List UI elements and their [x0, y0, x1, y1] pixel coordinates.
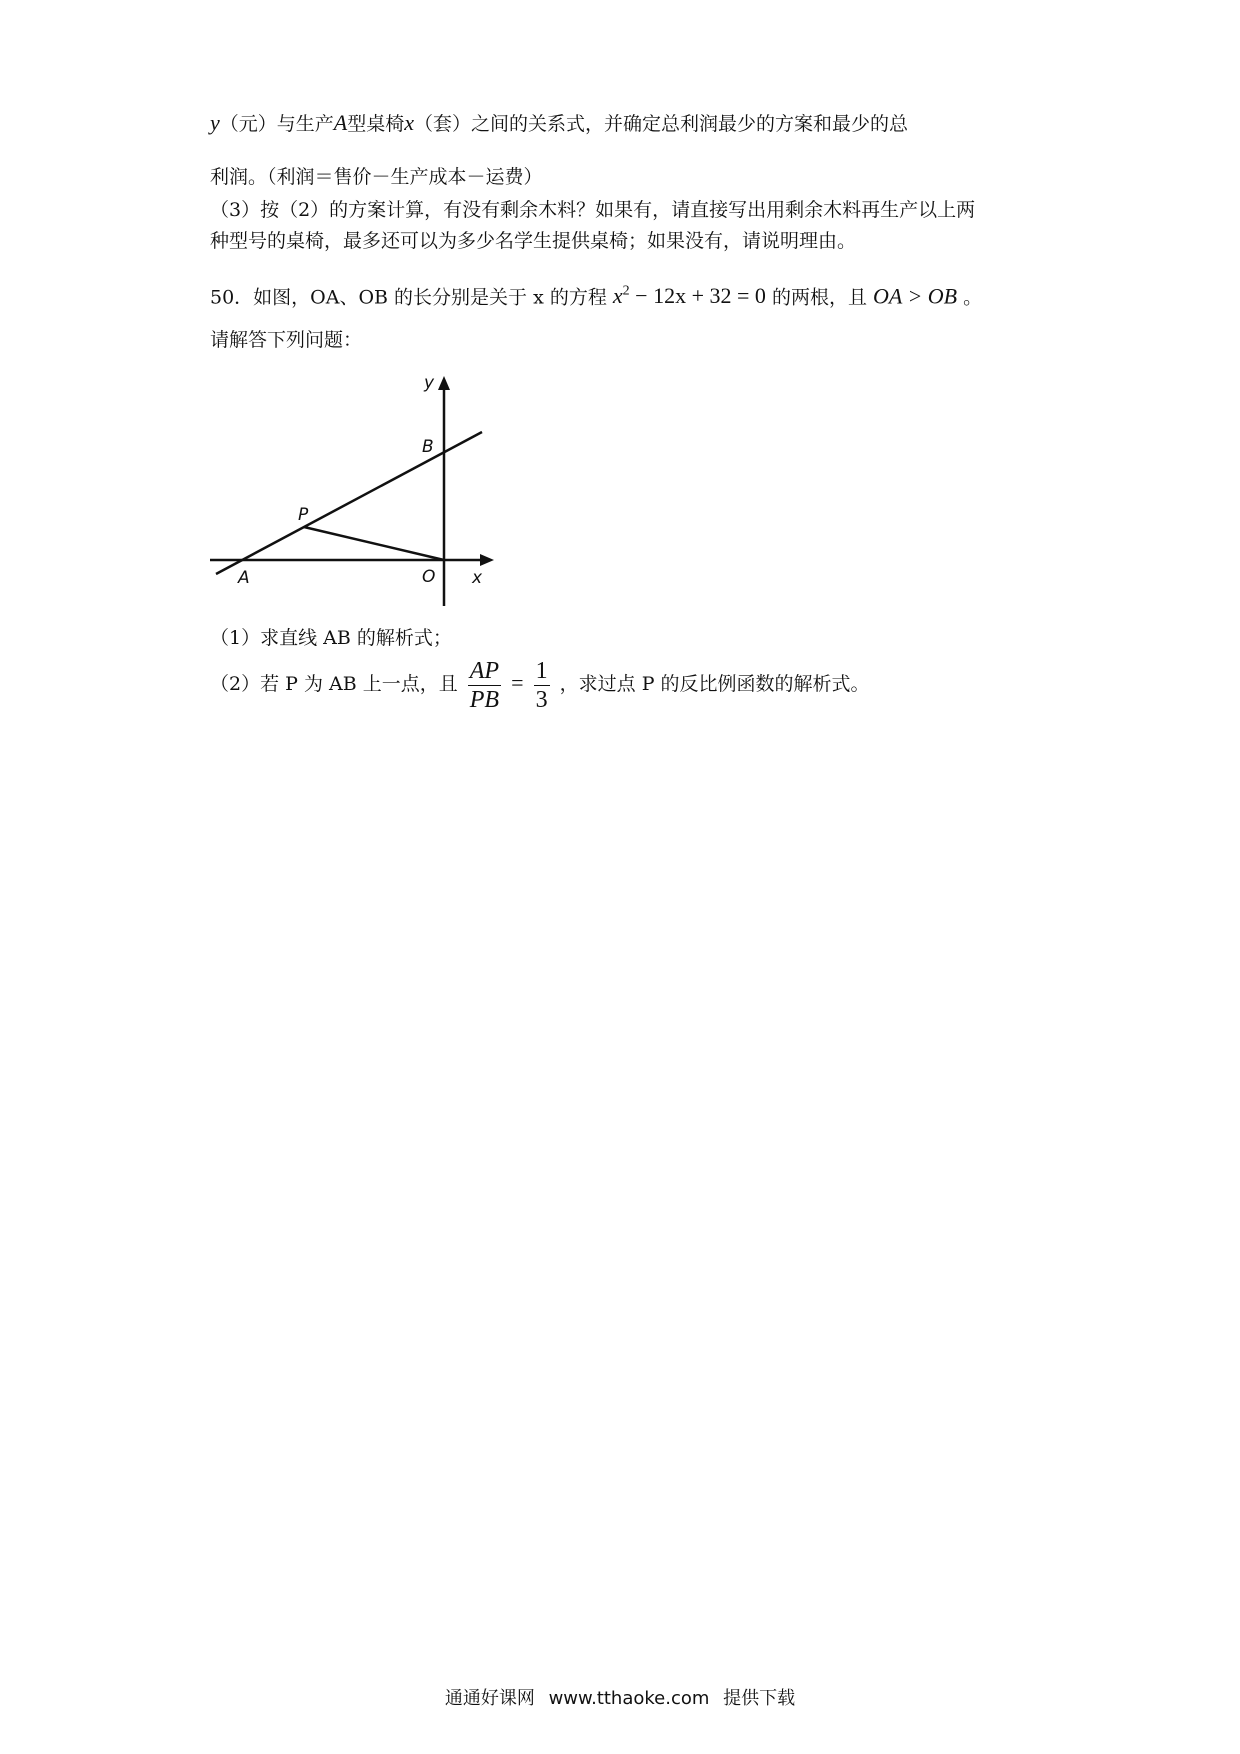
value-denominator: 3	[535, 686, 548, 713]
text-segment: 。	[963, 286, 983, 309]
equals-sign: =	[511, 670, 524, 695]
page-footer	[0, 1684, 1240, 1710]
question-50	[210, 279, 982, 310]
text-segment: 的两根，且	[771, 286, 867, 309]
y-axis-arrow	[438, 376, 450, 390]
text-segment: （套）之间的关系式，并确定总利润最少的方案和最少的总	[414, 113, 909, 135]
var-A: A	[333, 110, 348, 135]
fraction-value	[534, 657, 550, 714]
segment-PO	[304, 527, 444, 560]
inequality: OA > OB	[873, 283, 958, 309]
var-y: y	[210, 110, 220, 135]
value-numerator: 1	[535, 657, 548, 684]
var-x: x	[404, 110, 415, 135]
footer-action: 提供下载	[723, 1688, 796, 1709]
equation	[613, 283, 766, 308]
text-segment: 50．如图，OA、OB 的长分别是关于 x 的方程	[210, 286, 607, 309]
sub-question-1: （1）求直线 AB 的解析式；	[210, 627, 452, 649]
eq-exponent: 2	[622, 284, 630, 299]
eq-rest: − 12x + 32 = 0	[635, 283, 766, 309]
text-line-1	[210, 110, 908, 137]
label-B: B	[422, 437, 434, 457]
text-line-2: 利润。（利润＝售价－生产成本－运费）	[210, 166, 543, 188]
sub-question-2	[210, 653, 870, 714]
eq-x: x	[612, 283, 623, 309]
label-x: x	[472, 568, 483, 588]
text-segment: ，求过点 P 的反比例函数的解析式。	[559, 673, 870, 695]
frac-numerator: AP	[469, 657, 500, 684]
text-segment: 型桌椅	[347, 113, 405, 135]
line-AB	[216, 432, 482, 574]
frac-denominator: PB	[469, 686, 500, 713]
text-segment: （2）若 P 为 AB 上一点，且	[210, 673, 458, 695]
label-A: A	[238, 568, 250, 588]
text-line-6: 请解答下列问题：	[210, 329, 363, 351]
fraction-ap-pb	[468, 657, 501, 714]
footer-url[interactable]: www.tthaoke.com	[548, 1688, 710, 1709]
text-segment: （元）与生产	[219, 113, 334, 135]
label-P: P	[298, 505, 309, 525]
coordinate-figure	[200, 370, 520, 610]
text-line-4: 种型号的桌椅，最多还可以为多少名学生提供桌椅；如果没有，请说明理由。	[210, 230, 857, 252]
text-line-3: （3）按（2）的方案计算，有没有剩余木料？如果有，请直接写出用剩余木料再生产以上两	[210, 199, 976, 221]
label-y: y	[424, 373, 435, 393]
x-axis-arrow	[480, 554, 494, 566]
label-O: O	[422, 567, 436, 587]
footer-site-name: 通通好课网	[444, 1688, 535, 1709]
